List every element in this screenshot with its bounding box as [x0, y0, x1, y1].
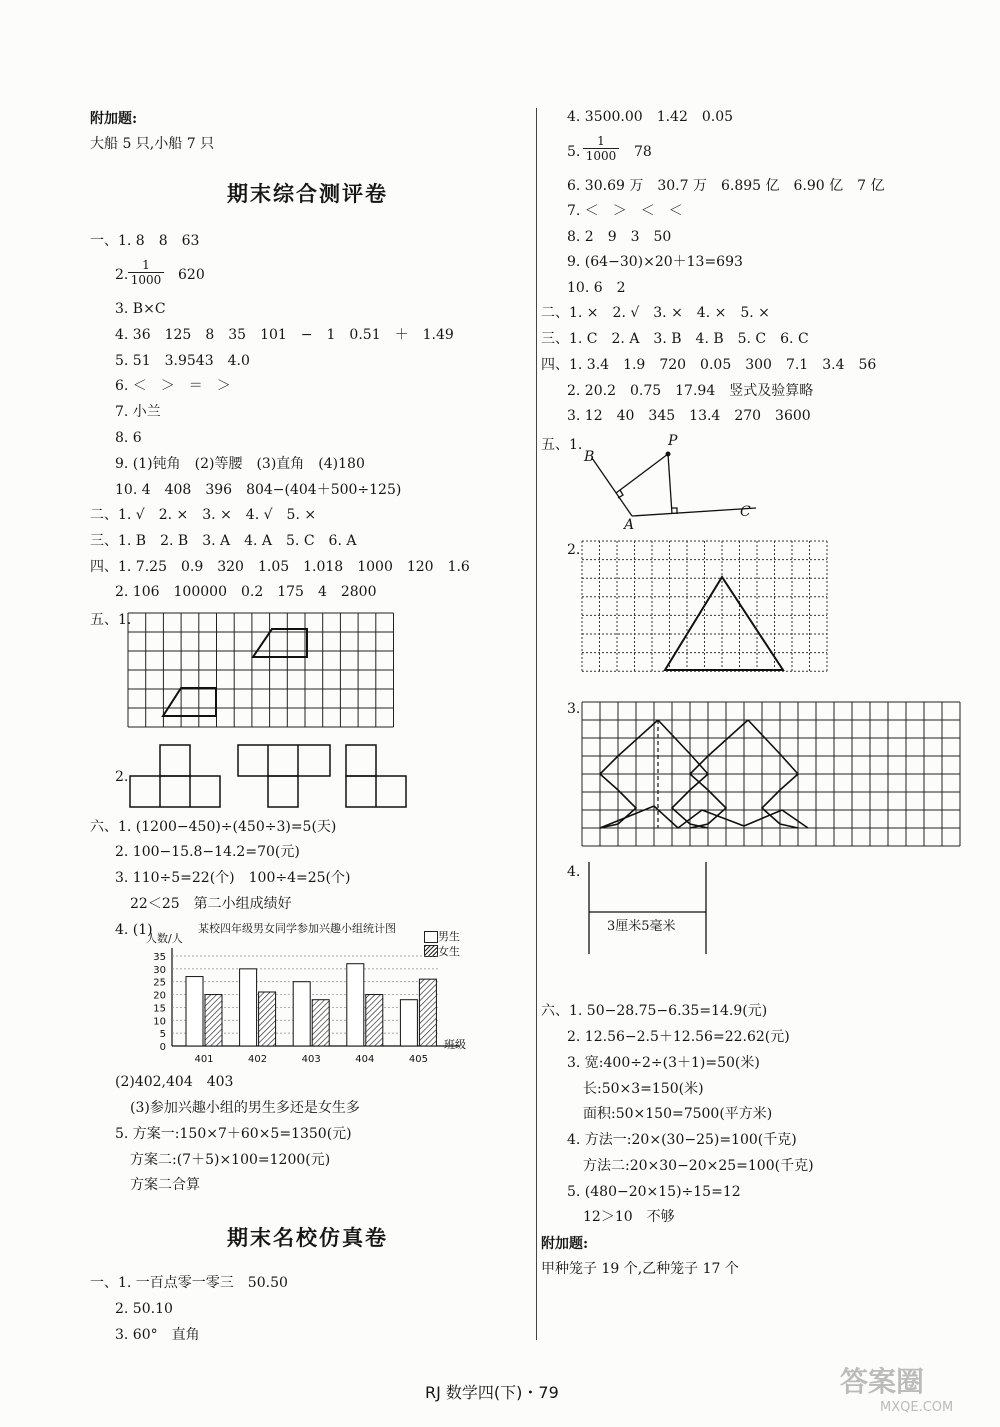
bonus-answer: 大船 5 只,小船 7 只 [90, 136, 215, 152]
answer-line: 12＞10 不够 [583, 1209, 675, 1225]
x-tick-label: 401 [194, 1054, 214, 1065]
point-a-label: A [624, 517, 635, 533]
answer-line: 2. 100−15.8−14.2=70(元) [115, 844, 300, 860]
parallelogram-top [253, 629, 307, 657]
watermark-logo: 答案圈 [840, 1365, 925, 1398]
bonus-title: 附加题: [541, 1236, 589, 1252]
bar-boys [293, 982, 310, 1046]
triangle [665, 577, 783, 670]
answer-line: 一、1. 8 8 63 [90, 233, 200, 249]
answer-line: 620 [178, 267, 205, 283]
bar-girls [366, 995, 383, 1046]
answer-line: 2. [115, 267, 129, 283]
answer-line: 六、1. (1200−450)÷(450÷3)=5(天) [90, 819, 337, 835]
section-title-1: 期末综合测评卷 [227, 182, 388, 206]
measure-figure [585, 862, 715, 962]
chart-xlabel: 班级 [444, 1038, 466, 1051]
legend-label-boys: 男生 [438, 930, 460, 943]
watermark-url: MXQE.COM [880, 1400, 954, 1415]
answer-line: 四、1. 3.4 1.9 720 0.05 300 7.1 3.4 56 [541, 357, 877, 373]
y-tick-label: 15 [153, 1003, 166, 1015]
answer-line: 22＜25 第二小组成绩好 [130, 896, 292, 912]
answer-line: 9. (64−30)×20＋13=693 [567, 254, 743, 270]
legend-label-girls: 女生 [438, 945, 460, 958]
parallelogram-bottom [163, 688, 216, 716]
answer-line: 六、1. 50−28.75−6.35=14.9(元) [541, 1003, 768, 1019]
y-tick-label: 35 [153, 952, 166, 963]
answer-line: 8. 2 9 3 50 [567, 229, 672, 245]
wu-2-label: 2. [115, 769, 129, 785]
bar-boys [400, 1000, 417, 1046]
answer-line: 4. 3500.00 1.42 0.05 [567, 109, 734, 125]
y-tick-label: 0 [159, 1042, 166, 1053]
bar-chart [140, 935, 460, 1065]
wu-4-label: 4. [567, 864, 581, 880]
wu-2-label: 2. [567, 542, 581, 558]
answer-line: 3. 宽:400÷2÷(3＋1)=50(米) [567, 1055, 760, 1071]
x-tick-label: 403 [301, 1054, 321, 1065]
bar-boys [240, 969, 257, 1046]
bar-boys [347, 964, 364, 1046]
column-divider [536, 108, 537, 1340]
y-tick-label: 20 [153, 990, 166, 1002]
fraction-numerator: 1 [142, 258, 150, 272]
fraction-denominator: 1000 [128, 272, 164, 287]
parallelogram-grid [128, 613, 393, 733]
answer-line: 3. 60° 直角 [115, 1327, 200, 1343]
wu-1-label: 五、1. [90, 612, 132, 628]
answer-line: 5. 51 3.9543 4.0 [115, 353, 250, 369]
answer-line: (3)参加兴趣小组的男生多还是女生多 [130, 1100, 360, 1116]
answer-line: 3. B×C [115, 301, 166, 317]
measure-label: 3厘米5毫米 [607, 919, 676, 934]
answer-line: 4. 方法一:20×(30−25)=100(千克) [567, 1132, 797, 1148]
section-title-2: 期末名校仿真卷 [227, 1226, 388, 1250]
triangle-grid [582, 541, 832, 691]
answer-line: 2. 50.10 [115, 1301, 173, 1317]
answer-line: 2. 12.56−2.5＋12.56=22.62(元) [567, 1029, 790, 1045]
answer-line: 7. 小兰 [115, 404, 161, 420]
answer-line: 四、1. 7.25 0.9 320 1.05 1.018 1000 120 1.6 [90, 559, 470, 575]
answer-line: 三、1. B 2. B 3. A 4. A 5. C 6. A [90, 533, 357, 549]
x-tick-label: 402 [248, 1054, 268, 1065]
cube-nets [130, 745, 410, 810]
page-footer: RJ 数学四(下)・79 [425, 1383, 559, 1402]
answer-line: 5. 方案一:150×7＋60×5=1350(元) [115, 1126, 352, 1142]
y-tick-label: 30 [153, 964, 166, 976]
answer-line: 6. 30.69 万 30.7 万 6.895 亿 6.90 亿 7 亿 [567, 178, 885, 194]
answer-line: 2. 20.2 0.75 17.94 竖式及验算略 [567, 383, 814, 399]
answer-line: 4. (1) [115, 922, 153, 938]
x-tick-label: 405 [408, 1054, 428, 1065]
wu-1-label: 五、1. [541, 437, 583, 453]
point-b-label: B [584, 449, 595, 465]
fraction-denominator: 1000 [583, 148, 619, 163]
fraction [128, 258, 164, 287]
answer-line: 一、1. 一百点零一零三 50.50 [90, 1275, 288, 1291]
answer-line: 三、1. C 2. A 3. B 4. B 5. C 6. C [541, 331, 809, 347]
answer-line: 二、1. × 2. √ 3. × 4. × 5. × [541, 305, 770, 321]
answer-line: 10. 4 408 396 804−(404＋500÷125) [115, 482, 402, 498]
answer-line: (2)402,404 403 [115, 1074, 234, 1090]
answer-line: 二、1. √ 2. × 3. × 4. √ 5. × [90, 507, 317, 523]
bar-boys [186, 977, 203, 1046]
answer-line: 78 [634, 144, 652, 160]
bar-girls [205, 995, 222, 1046]
point-c-label: C [740, 504, 751, 520]
answer-line: 方法二:20×30−20×25=100(千克) [583, 1158, 814, 1174]
point-p-label: P [668, 433, 678, 449]
bar-girls [419, 979, 436, 1046]
bonus-answer: 甲种笼子 19 个,乙种笼子 17 个 [541, 1261, 739, 1277]
fraction-numerator: 1 [597, 134, 605, 148]
chart-ylabel: 人数/人 [146, 932, 183, 945]
y-tick-label: 25 [153, 977, 166, 989]
answer-line: 2. 106 100000 0.2 175 4 2800 [115, 584, 377, 600]
wu-3-label: 3. [567, 701, 581, 717]
answer-line: 6. ＜ ＞ ＝ ＞ [115, 378, 231, 394]
bar-girls [259, 992, 276, 1046]
x-tick-label: 404 [355, 1054, 375, 1065]
answer-line: 长:50×3=150(米) [583, 1081, 704, 1097]
bonus-title: 附加题: [90, 111, 138, 127]
answer-line: 3. 110÷5=22(个) 100÷4=25(个) [115, 870, 351, 886]
answer-line: 方案二合算 [130, 1177, 200, 1193]
answer-line: 5. [567, 144, 581, 160]
answer-line: 10. 6 2 [567, 280, 626, 296]
symmetry-grid [582, 700, 972, 860]
answer-line: 3. 12 40 345 13.4 270 3600 [567, 408, 811, 424]
answer-line: 面积:50×150=7500(平方米) [583, 1106, 773, 1122]
answer-line: 8. 6 [115, 430, 142, 446]
answer-line: 方案二:(7＋5)×100=1200(元) [130, 1152, 331, 1168]
y-tick-label: 10 [153, 1016, 166, 1028]
y-tick-label: 5 [159, 1029, 166, 1041]
answer-line: 9. (1)钝角 (2)等腰 (3)直角 (4)180 [115, 456, 365, 472]
bar-girls [312, 1000, 329, 1046]
chart-title: 某校四年级男女同学参加兴趣小组统计图 [198, 922, 396, 935]
answer-line: 5. (480−20×15)÷15=12 [567, 1184, 741, 1200]
answer-line: 7. ＜ ＞ ＜ ＜ [567, 203, 683, 219]
fraction [583, 134, 619, 163]
answer-line: 4. 36 125 8 35 101 − 1 0.51 ＋ 1.49 [115, 327, 454, 343]
